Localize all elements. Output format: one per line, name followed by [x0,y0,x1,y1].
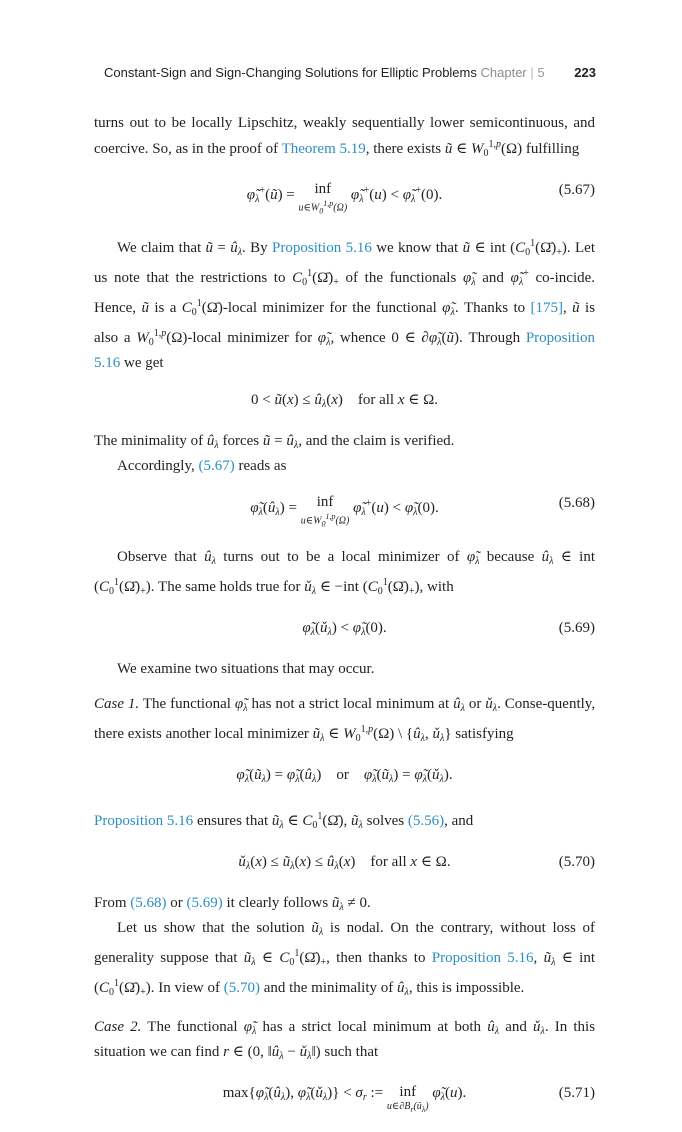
paragraph: Observe that $û_\lambda$ turns out to be a local minimizer of $\varphĩ_\lambda$ because $û_\lambda$ ∈ int $(C_0^1(\Omegā)_+)$. The same holds true for $ǔ_\lambda$ ∈ −int $(C_0^1(\Omegā)_+)$, with [94,548,596,597]
paragraph-case-1: Case 1. The functional $\varphĩ_\lambda$ has not a strict local minimum at $û_\lambda$ or $ǔ_\lambda$. Conse-quently, there exists another local minimizer $ũ_\lambda$ ∈ $W_0^{1,p}(\Omega)$ \ {$û_\lambda$, $ǔ_\lambda$} satisfying [94,695,596,744]
equation-5-68: $\varphĩ_\lambda(û_\lambda)$ = inf $u\in W_0^{1,p}(\Omega)$ $\varphĩ_\lambda^+(u)$ < $\varphĩ_\lambda(0)$. (5.68) [250,494,595,529]
proposition-ref-5-16[interactable]: Proposition 5.16 [94,330,595,372]
paragraph: We claim that ũ = $û_\lambda$. By Proposition 5.16 we know that ũ ∈ int $(C_0^1(\Omegā)_+)$. Let us note that the restrictions to $C_0^1(\Omegā)_+$ of the functionals $\varphĩ_\lambda$ and $\varphĩ_\lambda^+$ co-incide. Hence, ũ is a $C_0^1(\Omegā)$-local minimizer for the functional $\varphĩ_\lambda$. Thanks to [175], ũ is also a $W_0^{1,p}(\Omega)$-local minimizer for $\varphĩ_\lambda$, whence 0 ∈ $\partial\varphĩ_\lambda(ũ)$. Through Proposition 5.16 we get [94,238,596,372]
header-separator: | [530,65,534,80]
equation-tag: (5.67) [558,182,595,198]
case-label: Case 2. [94,1018,142,1035]
citation-175[interactable]: [175] [530,300,564,317]
paragraph: From (5.68) or (5.69) it clearly follows $ũ_\lambda \ne 0$. [94,894,371,913]
running-header [104,64,596,82]
proposition-ref-5-16[interactable]: Proposition 5.16 [94,812,194,829]
header-chapter-label: Chapter [480,65,527,80]
equation-ref-5-56[interactable]: (5.56) [407,812,445,829]
equation-tag: (5.69) [558,619,595,636]
page-body [94,113,595,1132]
paragraph: Accordingly, (5.67) reads as [117,458,287,475]
equation-ref-5-69[interactable]: (5.69) [186,894,223,911]
paragraph: Let us show that the solution $ũ_\lambda$ is nodal. On the contrary, without loss of generality suppose that $ũ_\lambda$ ∈ $C_0^1(\Omegā)_+$, then thanks to Proposition 5.16, $ũ_\lambda$ ∈ int $(C_0^1(\Omegā)_+)$. In view of (5.70) and the minimality of $û_\lambda$, this is impossible. [94,919,595,998]
equation-5-71: $\max\{\varphĩ_\lambda(û_\lambda)$, $\varphĩ_\lambda(ǔ_\lambda)\} < \sigma_r$ := inf $u\in\partial B_r(û_\lambda)$ $\varphĩ_\lambda(u)$. (5.71) [222,1083,595,1114]
equation-5-70: $ǔ_\lambda(x)$ ≤ $ũ_\lambda(x)$ ≤ $û_\lambda(x)$ for all x ∈ Ω. (5.70) [238,853,595,872]
equation-5-67: $\varphĩ_\lambda^+(ũ)$ = inf $u\in W_0^{1,p}(\Omega)$ $\varphĩ_\lambda^+(u)$ < $\varphĩ_\lambda^+(0)$. (5.67) [246,181,595,216]
case-label: Case 1. [94,695,140,712]
paragraph-case-2: Case 2. The functional $\varphĩ_\lambda$ has a strict local minimum at both $û_\lambda$ and $ǔ_\lambda$. In this situation we can find r ∈ (0, $‖û_\lambda$ − $ǔ_\lambda‖$) such that [94,1018,596,1062]
equation-unnumbered: $\varphĩ_\lambda(ũ_\lambda)$ = $\varphĩ_\lambda(û_\lambda)$ or $\varphĩ_\lambda(ũ_\lambda)$ = $\varphĩ_\lambda(ǔ_\lambda)$. [236,766,453,785]
header-title: Constant-Sign and Sign-Changing Solutions for Elliptic Problems [104,65,477,80]
header-chapter-number: 5 [537,65,545,80]
equation-tag: (5.68) [558,495,595,512]
equation-tag: (5.71) [558,1084,595,1101]
page-number: 223 [574,65,596,80]
equation-5-69: $\varphĩ_\lambda(ǔ_\lambda)$ < $\varphĩ_\lambda(0)$. (5.69) [302,619,595,638]
equation-ref-5-70[interactable]: (5.70) [223,979,260,996]
paragraph: We examine two situations that may occur. [117,660,375,677]
equation-tag: (5.70) [558,853,595,870]
paragraph: turns out to be locally Lipschitz, weakly sequentially lower semicontinuous, and coercive. So, as in the proof of Theorem 5.19, there exists ũ ∈ $W_0^{1,p}(\Omega)$ fulfilling [94,115,595,159]
equation-unnumbered: 0 < ũ(x) ≤ $û_\lambda(x)$ for all x ∈ Ω. [250,392,439,411]
proposition-ref-5-16[interactable]: Proposition 5.16 [272,240,372,257]
proposition-ref-5-16[interactable]: Proposition 5.16 [431,949,534,966]
equation-ref-5-67[interactable]: (5.67) [198,458,235,475]
paragraph: Proposition 5.16 ensures that $ũ_\lambda$ ∈ $C_0^1(\Omegā)$, $ũ_\lambda$ solves (5.56), and [94,810,474,831]
theorem-ref-5-19[interactable]: Theorem 5.19 [281,141,366,157]
paragraph: The minimality of $û_\lambda$ forces ũ = $û_\lambda$, and the claim is verified. [94,433,455,452]
equation-ref-5-68[interactable]: (5.68) [130,894,167,911]
